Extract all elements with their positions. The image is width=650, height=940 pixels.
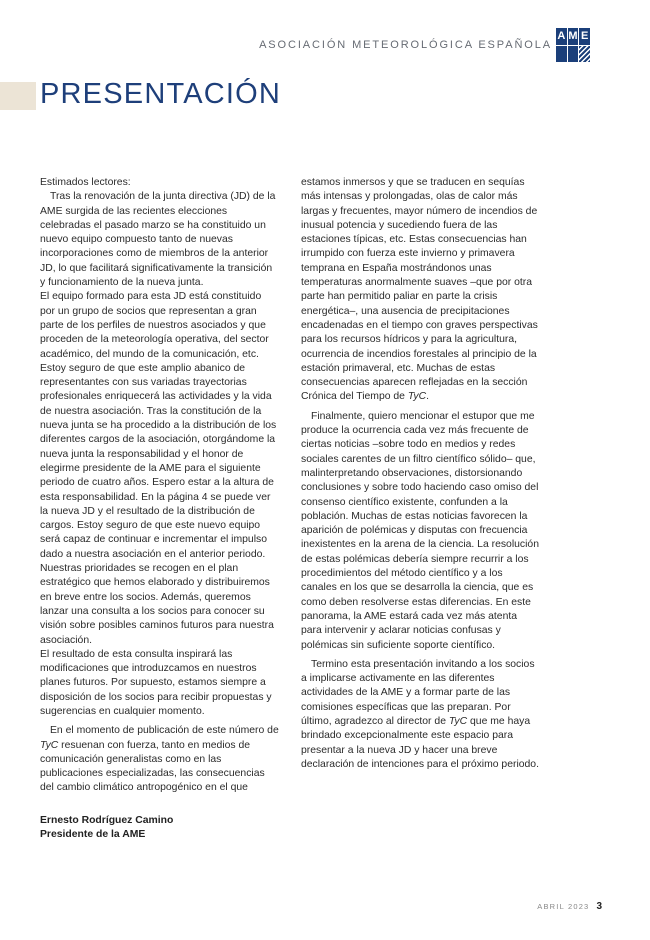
text-run: Termino esta presentación invitando a los socios a implicarse activamente en las diferentes actividades de la AME y a formar parte de las comisiones específicas que las preparan. Por último, agradezco al director de (301, 658, 535, 727)
header-organization-name: ASOCIACIÓN METEOROLÓGICA ESPAÑOLA (259, 39, 552, 51)
text-run: estamos inmersos y que se traducen en sequías más intensas y prolongadas, olas de calor más largas y frecuentes, mayor número de incendios de inusual potencia y sucediendo fuera de las estaciones típicas, etc. Estas consecuencias han irrumpido con fuerza este invierno y primavera temprana en España mostrándonos unas temperaturas anormalmente suaves –que por otra parte han permitido paliar en parte la crisis energética–, una ausencia de precipitaciones encadenadas en el tiempo con graves perspectivas para los recursos hídricos y para la agricultura, ocurrencia de incendios forestales al principio de la estación primaveral, etc. Muchas de estas consecuencias aparecen reflejadas en la sección Crónica del Tiempo de (301, 177, 538, 403)
title-accent-band (0, 82, 36, 110)
page-number: 3 (596, 901, 602, 912)
journal-name: TyC (407, 391, 427, 403)
logo-letter-m: M (568, 28, 579, 45)
logo-block (556, 46, 567, 63)
logo-striped-block (579, 46, 590, 63)
body-paragraph: El equipo formado para esta JD está constituido por un grupo de socios que representan a gran parte de los perfiles de nuestros asociados y que proceden de la meteorología operativa, del sector académico, del mundo de la comunicación, etc. Estoy seguro de que este amplio abanico de representantes con sus variadas trayectorias profesionales enriquecerá las actividades y la vida de nuestra asociación. Tras la constitución de la nueva junta se ha procedido a la distribución de los diferentes cargos de la asociación, otorgándome la nueva junta la responsabilidad y el honor de elegirme presidente de la AME para el siguiente periodo de cuatro años. Espero estar a la altura de esta responsabilidad. En la página 4 se puede ver la nueva JD y el resultado de la distribución de cargos. Estoy seguro de que este nuevo equipo será capaz de continuar e incrementar el impulso dado a nuestra asociación en el anterior periodo. Nuestras prioridades se recogen en el plan estratégico que hemos elaborado y distribuiremos en breve entre los socios. Además, queremos lanzar una consulta a los socios para conocer su visión sobre posibles caminos futuros para nuestra asociación. (40, 291, 277, 646)
body-paragraph: Tras la renovación de la junta directiva (JD) de la AME surgida de las recientes elecciones celebradas el pasado marzo se ha constituido un nuevo equipo compuesto tanto de nuevas incorporaciones como de miembros de la anterior JD, lo que facilitará significativamente la transición y funcionamiento de la nueva junta. (40, 191, 276, 289)
body-paragraph (301, 658, 540, 772)
logo-block (568, 46, 579, 63)
text-run: que me haya brindado excepcionalmente este espacio para presentar a la nueva JD y hacer una breve declaración de intenciones para el próximo periodo. (301, 715, 539, 770)
logo-letter-a: A (556, 28, 567, 45)
ame-logo (556, 28, 590, 62)
text-run: En el momento de publicación de este número de (50, 725, 279, 737)
body-paragraph: El resultado de esta consulta inspirará las modificaciones que introduzcamos en nuestros planes futuros. Por supuesto, estamos siempre a disposición de los socios para recibir propuestas y sugerencias en cualquier momento. (40, 648, 272, 717)
logo-letter-e: E (579, 28, 590, 45)
text-run: . (426, 391, 430, 403)
signature-role: Presidente de la AME (40, 829, 146, 841)
journal-name: TyC (448, 715, 468, 727)
journal-name: TyC (40, 739, 59, 751)
body-paragraph: Finalmente, quiero mencionar el estupor que me produce la ocurrencia cada vez más frecuente de ciertas noticias –sobre todo en medios y redes sociales carentes de un filtro científico sólido– que, malinterpretando observaciones, distorsionando conclusiones y sobre todo haciendo caso omiso del consenso científico existente, confunden a la población. Muchas de estas noticias favorecen la aparición de polémicas y disputas con frecuencia inexistentes en la arena de la ciencia. La resolución de estas polémicas debería siempre recurrir a los procedimientos del método científico y a los canales en los que se desarrolla la ciencia, que es como deben resolverse estas diferencias. En este panorama, la AME estará cada vez más atenta para intervenir y aclarar noticias confusas y polémicas sin suficiente soporte científico. (301, 410, 539, 651)
signature-block (40, 814, 173, 843)
text-run: resuenan con fuerza, tanto en medios de comunicación generalistas como en las publicaciones especializadas, las consecuencias del cambio climático antropogénico en el que (40, 739, 265, 794)
body-paragraph (40, 724, 279, 795)
right-text-column (301, 176, 540, 777)
issue-date: ABRIL 2023 (537, 902, 590, 911)
page-title: PRESENTACIÓN (40, 78, 282, 110)
left-text-column (40, 176, 279, 801)
body-paragraph (301, 176, 540, 405)
salutation: Estimados lectores: (40, 177, 131, 188)
signature-name: Ernesto Rodríguez Camino (40, 815, 174, 826)
page-footer (537, 901, 602, 912)
